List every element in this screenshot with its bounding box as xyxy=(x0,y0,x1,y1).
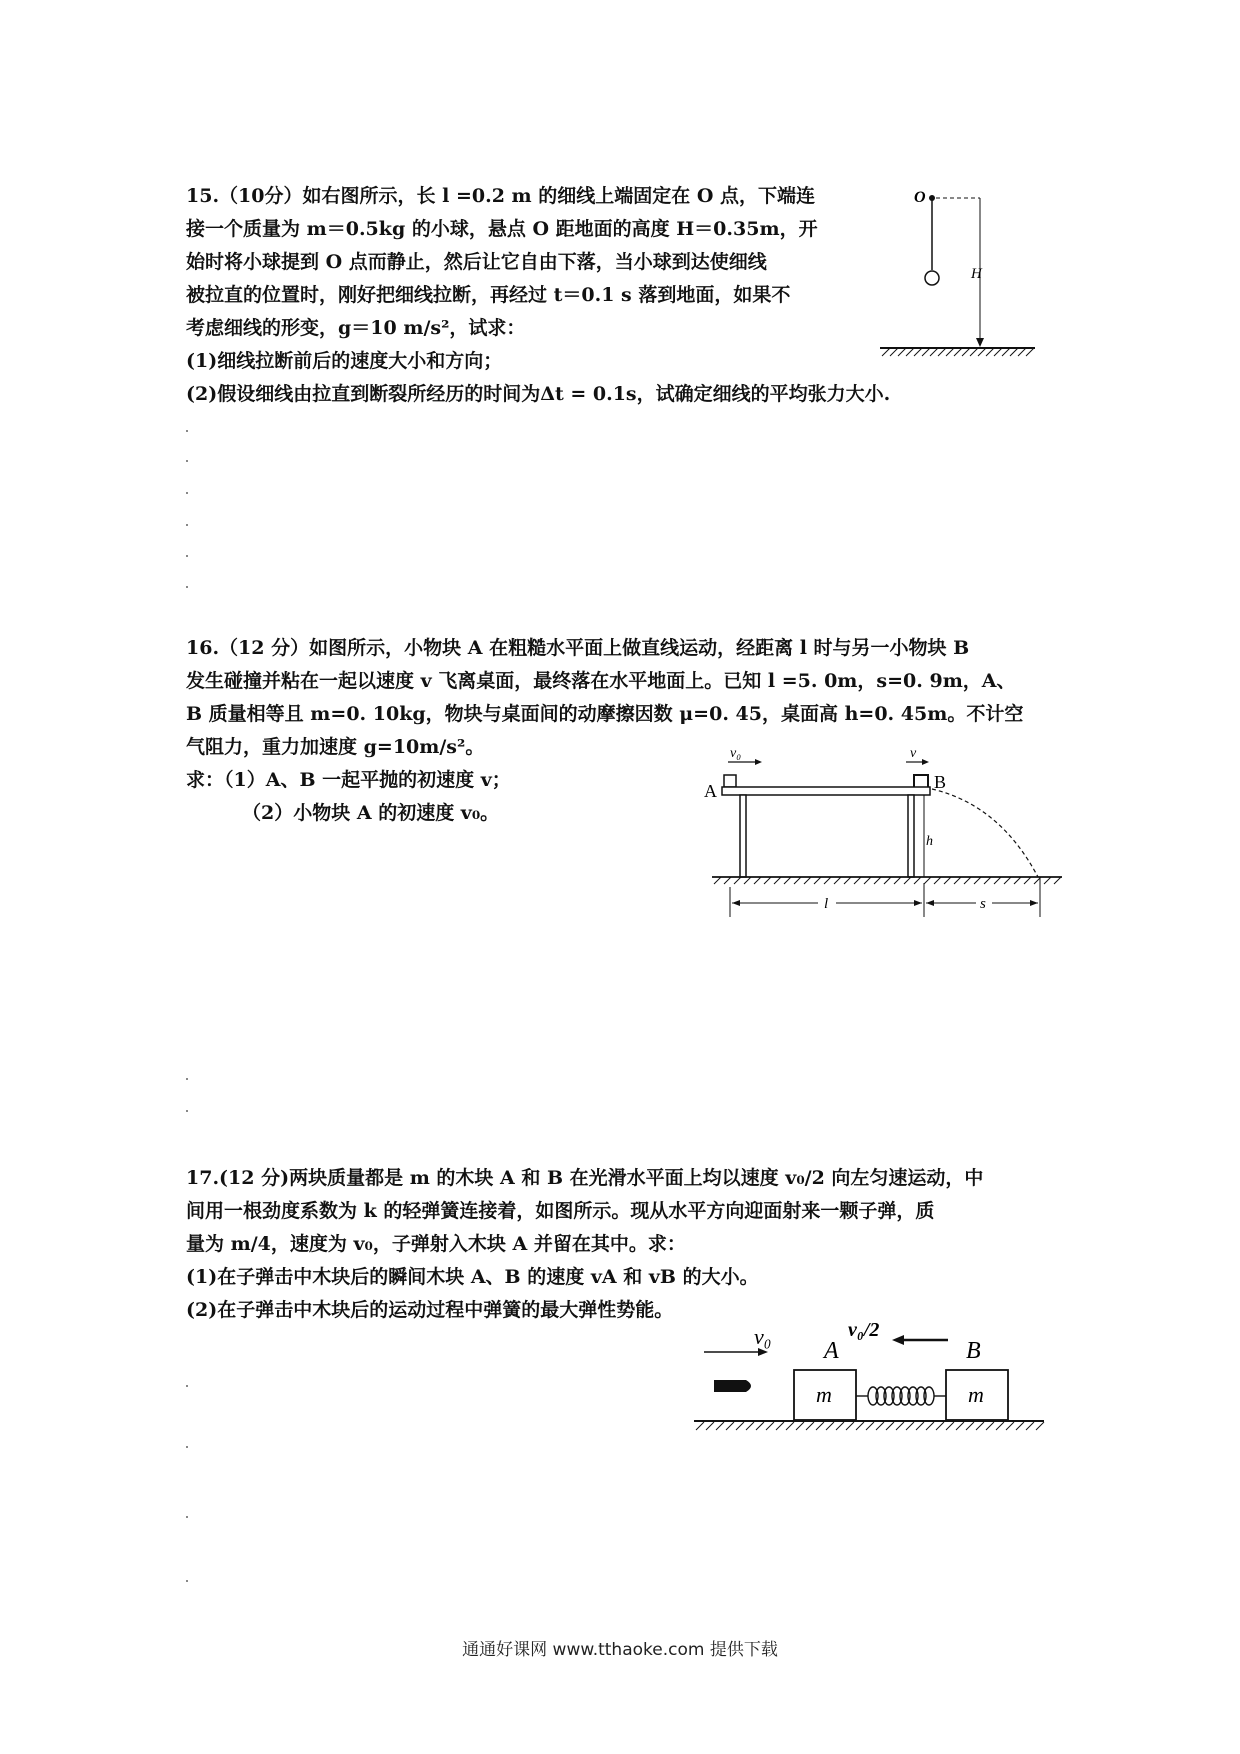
margin-mark xyxy=(186,1580,188,1582)
q16-block-a xyxy=(724,775,736,787)
q17-label-b: B xyxy=(966,1338,981,1364)
q16-sub-1: （1）A、B 一起平抛的初速度 v； xyxy=(224,769,511,791)
q15-line-2: 接一个质量为 m＝0.5kg 的小球，悬点 O 距地面的高度 H＝0.35m，开 xyxy=(186,218,818,240)
margin-mark xyxy=(186,555,188,557)
q16-label-h: h xyxy=(926,834,933,849)
q15-ground-hatch xyxy=(882,348,1034,356)
q15-line-4: 被拉直的位置时，刚好把细线拉断，再经过 t＝0.1 s 落到地面，如果不 xyxy=(186,284,791,306)
q16-table-figure xyxy=(700,745,1070,925)
q16-label-b: B xyxy=(934,772,947,792)
q15-line-1: 15.（10分）如右图所示，长 l =0.2 m 的细线上端固定在 O 点，下端连 xyxy=(186,185,816,207)
margin-mark xyxy=(186,524,188,526)
margin-mark xyxy=(186,1078,188,1080)
margin-mark xyxy=(186,1446,188,1448)
q16-tabletop xyxy=(722,787,930,795)
q17-spring-figure xyxy=(690,1318,1050,1448)
question-15 xyxy=(186,180,890,411)
q15-sub-1: (1)细线拉断前后的速度大小和方向； xyxy=(186,350,503,372)
question-17 xyxy=(186,1162,983,1327)
q15-ball xyxy=(925,271,939,285)
margin-mark xyxy=(186,430,188,432)
q17-line-2: 间用一根劲度系数为 k 的轻弹簧连接着，如图所示。现从水平方向迎面射来一颗子弹，质 xyxy=(186,1200,935,1222)
q17-spring xyxy=(856,1387,946,1405)
q15-label-o: O xyxy=(914,189,926,206)
q16-line-1: 16.（12 分）如图所示，小物块 A 在粗糙水平面上做直线运动，经距离 l 时与另一小物块 B xyxy=(186,637,970,659)
q16-label-s: s xyxy=(980,896,986,912)
q17-label-m1: m xyxy=(816,1382,832,1407)
q15-line-5: 考虑细线的形变，g＝10 m/s²，试求： xyxy=(186,317,526,339)
margin-mark xyxy=(186,492,188,494)
q17-line-1: 17.(12 分)两块质量都是 m 的木块 A 和 B 在光滑水平面上均以速度 v₀/2 向左匀速运动，中 xyxy=(186,1167,984,1189)
q15-label-h: H xyxy=(971,266,982,282)
q17-sub-1: (1)在子弹击中木块后的瞬间木块 A、B 的速度 vA 和 vB 的大小。 xyxy=(186,1266,759,1288)
q16-line-4: 气阻力，重力加速度 g=10m/s²。 xyxy=(186,736,485,758)
q16-ask-label: 求： xyxy=(186,769,225,791)
q17-label-a: A xyxy=(824,1338,839,1364)
q17-bullet xyxy=(714,1380,751,1392)
q15-pendulum-figure xyxy=(870,178,1040,358)
q16-sub-2: （2）小物块 A 的初速度 v₀。 xyxy=(242,802,500,824)
q16-line-2: 发生碰撞并粘在一起以速度 v 飞离桌面，最终落在水平地面上。已知 l =5. 0m，s=0. 9m，A、 xyxy=(186,670,1016,692)
margin-mark xyxy=(186,586,188,588)
q16-label-v0: v₀ xyxy=(730,746,742,761)
page-footer: 通通好课网 www.tthaoke.com 提供下载 xyxy=(462,1640,778,1660)
q17-line-3: 量为 m/4，速度为 v₀，子弹射入木块 A 并留在其中。求： xyxy=(186,1233,686,1255)
q15-sub-2: (2)假设细线由拉直到断裂所经历的时间为Δt = 0.1s，试确定细线的平均张力大小. xyxy=(186,383,891,405)
q16-label-l: l xyxy=(824,896,829,912)
margin-mark xyxy=(186,460,188,462)
margin-mark xyxy=(186,1516,188,1518)
margin-mark xyxy=(186,1385,188,1387)
q16-ground-hatch xyxy=(714,877,1061,884)
q17-label-v02: v₀/2 xyxy=(848,1319,880,1341)
q17-label-m2: m xyxy=(968,1382,984,1407)
q17-ground-hatch xyxy=(696,1422,1044,1430)
q16-line-3: B 质量相等且 m=0. 10kg，物块与桌面间的动摩擦因数 μ=0. 45，桌面高 h=0. 45m。不计空 xyxy=(186,703,1024,725)
q16-label-a: A xyxy=(704,781,717,801)
q17-label-v0: v₀ xyxy=(754,1324,772,1349)
q16-trajectory xyxy=(932,789,1038,877)
q17-sub-2: (2)在子弹击中木块后的运动过程中弹簧的最大弹性势能。 xyxy=(186,1299,674,1321)
margin-mark xyxy=(186,1110,188,1112)
q15-line-3: 始时将小球提到 O 点而静止，然后让它自由下落，当小球到达使细线 xyxy=(186,251,767,273)
q16-label-v: v xyxy=(910,746,917,761)
